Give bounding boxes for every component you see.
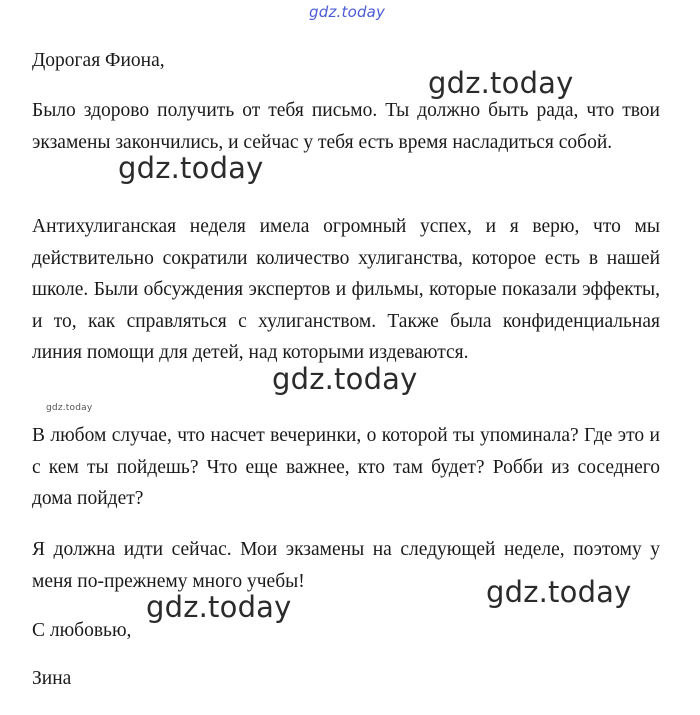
letter-signature: Зина xyxy=(32,668,72,689)
watermark-large-5: gdz.today xyxy=(146,590,292,624)
letter-paragraph-1: Было здорово получить от тебя письмо. Ты должно быть рада, что твои экзамены закончились, и сейчас у тебя есть время насладиться собой. xyxy=(32,100,660,153)
letter-paragraph-4: Я должна идти сейчас. Мои экзамены на следующей неделе, поэтому у меня по-прежнему много учебы! xyxy=(32,539,660,592)
watermark-large-3: gdz.today xyxy=(272,362,418,396)
watermark-small: gdz.today xyxy=(46,403,93,413)
letter-greeting: Дорогая Фиона, xyxy=(32,50,165,71)
watermark-large-2: gdz.today xyxy=(118,151,264,185)
letter-closing: С любовью, xyxy=(32,620,132,641)
letter-paragraph-3: В любом случае, что насчет вечеринки, о которой ты упоминала? Где это и с кем ты пойдешь? Что еще важнее, кто там будет? Робби из соседнего дома пойдет? xyxy=(32,425,660,509)
watermark-large-4: gdz.today xyxy=(486,575,632,609)
watermark-top: gdz.today xyxy=(309,3,386,21)
letter-paragraph-2: Антихулиганская неделя имела огромный успех, и я верю, что мы действительно сократили количество хулиганства, которое есть в нашей школе. Были обсуждения экспертов и фильмы, которые показали эффекты, и то, как справляться с хулиганством. Также была конфиденциальная линия помощи для детей, над которыми издеваются. xyxy=(32,216,660,363)
watermark-large-1: gdz.today xyxy=(428,66,574,100)
